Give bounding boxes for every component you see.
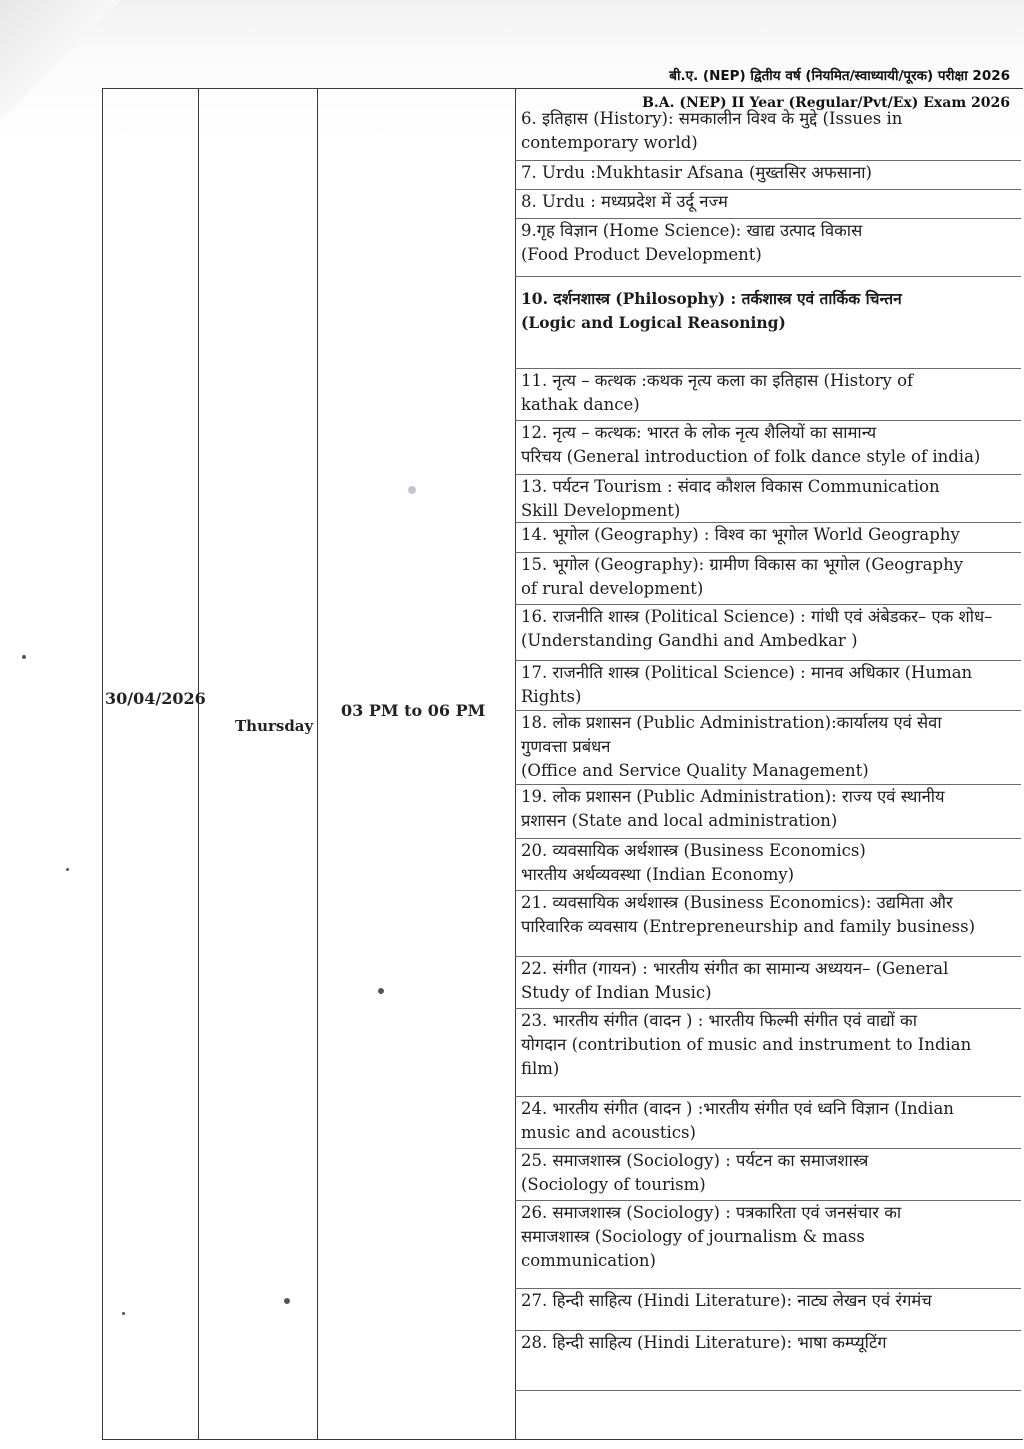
- subject-text-line: 18. लोक प्रशासन (Public Administration):कार्यालय एवं सेवा: [521, 713, 942, 732]
- subject-text-line: 15. भूगोल (Geography): ग्रामीण विकास का भूगोल (Geography: [521, 555, 964, 574]
- subject-row: [515, 605, 1021, 661]
- subject-text-line: (Sociology of tourism): [521, 1175, 706, 1194]
- subject-text-line: 8. Urdu : मध्यप्रदेश में उर्दू नज्म: [521, 192, 728, 211]
- subject-row: [515, 1289, 1021, 1331]
- scan-speck: [408, 486, 416, 494]
- subject-text-line: 22. संगीत (गायन) : भारतीय संगीत का सामान्य अध्ययन– (General: [521, 959, 949, 978]
- exam-time: 03 PM to 06 PM: [341, 701, 486, 720]
- subject-row: [515, 711, 1021, 785]
- subject-text-line: 24. भारतीय संगीत (वादन ) :भारतीय संगीत एवं ध्वनि विज्ञान (Indian: [521, 1099, 954, 1118]
- subject-row: [515, 1331, 1021, 1391]
- scan-speck: [378, 988, 384, 994]
- exam-schedule-table: [102, 88, 1023, 1440]
- subject-text-line: contemporary world): [521, 133, 698, 152]
- subject-text-line: 28. हिन्दी साहित्य (Hindi Literature): भाषा कम्प्यूटिंग: [521, 1333, 887, 1352]
- subject-text-line: (Logic and Logical Reasoning): [521, 313, 786, 332]
- subject-text-line: kathak dance): [521, 395, 640, 414]
- subject-row: [515, 1097, 1021, 1149]
- subject-row: [515, 475, 1021, 523]
- subject-row: [515, 277, 1021, 369]
- subject-text-line: of rural development): [521, 579, 704, 598]
- scan-speck: [284, 1298, 290, 1304]
- subject-text-line: 10. दर्शनशास्त्र (Philosophy) : तर्कशास्त्र एवं तार्किक चिन्तन: [521, 289, 902, 308]
- subject-text-line: 23. भारतीय संगीत (वादन ) : भारतीय फिल्मी संगीत एवं वाद्यों का: [521, 1011, 917, 1030]
- subject-row: [515, 785, 1021, 839]
- exam-title-english: B.A. (NEP) II Year (Regular/Pvt/Ex) Exam 2026: [642, 95, 1010, 111]
- subject-row: [515, 839, 1021, 891]
- subject-text-line: 9.गृह विज्ञान (Home Science): खाद्य उत्पाद विकास: [521, 221, 863, 240]
- subject-row: [515, 161, 1021, 190]
- subject-text-line: 7. Urdu :Mukhtasir Afsana (मुख्तसिर अफसाना): [521, 163, 872, 182]
- subject-row: [515, 369, 1021, 421]
- exam-date: 30/04/2026: [105, 689, 206, 708]
- subject-text-line: 25. समाजशास्त्र (Sociology) : पर्यटन का समाजशास्त्र: [521, 1151, 869, 1170]
- subject-text-line: 11. नृत्य – कत्थक :कथक नृत्य कला का इतिहास (History of: [521, 371, 914, 390]
- subject-text-line: प्रशासन (State and local administration): [521, 811, 838, 830]
- subject-text-line: (Office and Service Quality Management): [521, 761, 869, 780]
- scan-speck: [66, 868, 69, 871]
- subject-text-line: Skill Development): [521, 501, 681, 520]
- subject-row: [515, 1201, 1021, 1289]
- subject-text-line: (Food Product Development): [521, 245, 762, 264]
- subject-row: [515, 957, 1021, 1009]
- subject-row: [515, 1149, 1021, 1201]
- subject-row: [515, 553, 1021, 605]
- subject-text-line: Rights): [521, 687, 582, 706]
- subject-text-line: 16. राजनीति शास्त्र (Political Science) : गांधी एवं अंबेडकर– एक शोध–: [521, 607, 993, 626]
- subject-row: [515, 219, 1021, 277]
- subject-text-line: 27. हिन्दी साहित्य (Hindi Literature): नाट्य लेखन एवं रंगमंच: [521, 1291, 932, 1310]
- subject-row: [515, 523, 1021, 553]
- subject-text-line: 19. लोक प्रशासन (Public Administration): राज्य एवं स्थानीय: [521, 787, 945, 806]
- subject-text-line: 21. व्यवसायिक अर्थशास्त्र (Business Economics): उद्यमिता और: [521, 893, 953, 912]
- column-divider: [317, 89, 318, 1439]
- subject-row: [515, 891, 1021, 957]
- subject-text-line: music and acoustics): [521, 1123, 696, 1142]
- subject-text-line: योगदान (contribution of music and instrument to Indian: [521, 1035, 972, 1054]
- subject-row: [515, 1009, 1021, 1097]
- subject-text-line: समाजशास्त्र (Sociology of journalism & mass: [521, 1227, 865, 1246]
- subject-row: [515, 190, 1021, 219]
- subject-text-line: film): [521, 1059, 560, 1078]
- subject-text-line: Study of Indian Music): [521, 983, 712, 1002]
- subject-text-line: 26. समाजशास्त्र (Sociology) : पत्रकारिता एवं जनसंचार का: [521, 1203, 902, 1222]
- subject-row: [515, 661, 1021, 711]
- subject-text-line: 12. नृत्य – कत्थक: भारत के लोक नृत्य शैलियों का सामान्य: [521, 423, 877, 442]
- scan-speck: [122, 1312, 125, 1315]
- subject-text-line: परिचय (General introduction of folk dance style of india): [521, 447, 981, 466]
- subject-row: [515, 107, 1021, 161]
- column-divider: [198, 89, 199, 1439]
- subject-row: [515, 421, 1021, 475]
- subject-text-line: गुणवत्ता प्रबंधन: [521, 737, 611, 756]
- subject-text-line: भारतीय अर्थव्यवस्था (Indian Economy): [521, 865, 795, 884]
- subject-text-line: 20. व्यवसायिक अर्थशास्त्र (Business Economics): [521, 841, 866, 860]
- subject-text-line: 17. राजनीति शास्त्र (Political Science) : मानव अधिकार (Human: [521, 663, 973, 682]
- scan-speck: [22, 655, 26, 659]
- exam-title-hindi: बी.ए. (NEP) द्वितीय वर्ष (नियमित/स्वाध्यायी/पूरक) परीक्षा 2026: [669, 68, 1010, 84]
- subject-text-line: 13. पर्यटन Tourism : संवाद कौशल विकास Communication: [521, 477, 940, 496]
- subject-list: [515, 107, 1021, 1437]
- subject-text-line: पारिवारिक व्यवसाय (Entrepreneurship and family business): [521, 917, 976, 936]
- subject-text-line: 14. भूगोल (Geography) : विश्व का भूगोल World Geography: [521, 525, 960, 544]
- subject-text-line: 6. इतिहास (History): समकालीन विश्व के मुद्दे (Issues in: [521, 109, 903, 128]
- subject-text-line: communication): [521, 1251, 656, 1270]
- exam-day: Thursday: [235, 717, 314, 735]
- subject-text-line: (Understanding Gandhi and Ambedkar ): [521, 631, 858, 650]
